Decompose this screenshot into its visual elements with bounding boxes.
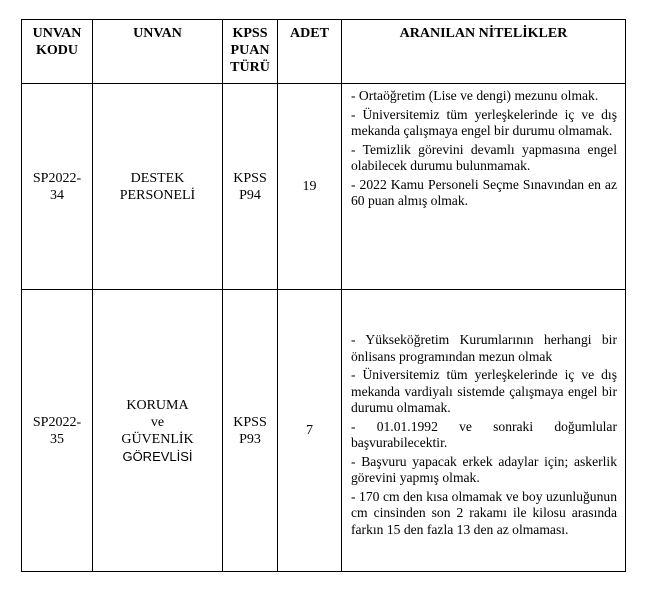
requirement-item: - Yükseköğretim Kurumlarının herhangi bir önlisans programından mezun olmak bbox=[351, 332, 617, 364]
table-row bbox=[22, 84, 626, 290]
requirement-item: - Temizlik görevini devamlı yapmasına engel olabilecek durumu bulunmamak. bbox=[351, 141, 617, 173]
position-code-cell bbox=[22, 290, 93, 572]
header-row bbox=[22, 20, 626, 84]
cell-text: SP2022- bbox=[32, 414, 82, 430]
header-text: TÜRÜ bbox=[230, 60, 270, 75]
position-title-cell bbox=[93, 84, 223, 290]
cell-text: PERSONELİ bbox=[119, 187, 196, 203]
requirements-cell bbox=[342, 290, 626, 572]
count-cell: 7 bbox=[278, 290, 342, 572]
position-title-cell bbox=[93, 290, 223, 572]
requirement-item: - 170 cm den kısa olmamak ve boy uzunluğunun cm cinsinden son 2 rakamı ile kilosu arasında farkın 15 den fazla 13 den az olmaması. bbox=[351, 488, 617, 537]
header-text: KODU bbox=[36, 43, 78, 58]
position-code-cell bbox=[22, 84, 93, 290]
header-kpss-score-type bbox=[223, 20, 278, 84]
header-text: UNVAN bbox=[133, 26, 182, 41]
kpss-score-type-cell bbox=[223, 290, 278, 572]
cell-text: 35 bbox=[50, 431, 64, 447]
header-text: UNVAN bbox=[32, 26, 82, 41]
header-text: PUAN bbox=[230, 43, 270, 58]
header-position-title bbox=[93, 20, 223, 84]
count-cell: 19 bbox=[278, 84, 342, 290]
header-text: ARANILAN NİTELİKLER bbox=[399, 26, 568, 41]
kpss-score-type-cell bbox=[223, 84, 278, 290]
requirement-item: - Başvuru yapacak erkek adaylar için; askerlik görevini yapmış olmak. bbox=[351, 453, 617, 485]
cell-text: P93 bbox=[239, 431, 261, 447]
requirement-item: - Üniversitemiz tüm yerleşkelerinde iç ve dış mekanda vardiyalı sistemde çalışmaya engel bir durumu olmamak. bbox=[351, 367, 617, 415]
cell-text: DESTEK bbox=[130, 170, 185, 186]
header-count bbox=[278, 20, 342, 84]
header-text: ADET bbox=[290, 26, 329, 41]
requirement-item: - Üniversitemiz tüm yerleşkelerinde iç ve dış mekanda çalışmaya engel bir durumu olmamak. bbox=[351, 106, 617, 138]
table-row bbox=[22, 290, 626, 572]
requirement-item: - Ortaöğretim (Lise ve dengi) mezunu olmak. bbox=[351, 88, 599, 103]
cell-text: GÜVENLİK bbox=[121, 431, 194, 447]
cell-text: 34 bbox=[50, 187, 64, 203]
requirements-cell bbox=[342, 84, 626, 290]
header-position-code bbox=[22, 20, 93, 84]
cell-text: KPSS bbox=[233, 170, 267, 186]
cell-text: P94 bbox=[239, 187, 261, 203]
position-requirements-table bbox=[21, 19, 626, 572]
requirement-item: - 2022 Kamu Personeli Seçme Sınavından en az 60 puan almış olmak. bbox=[351, 176, 617, 208]
cell-text: ve bbox=[150, 414, 165, 430]
cell-text: KPSS bbox=[233, 414, 267, 430]
cell-text: KORUMA bbox=[126, 397, 189, 413]
header-text: KPSS bbox=[232, 26, 268, 41]
requirement-item: - 01.01.1992 ve sonraki doğumlular başvurabilecektir. bbox=[351, 418, 617, 450]
cell-text: SP2022- bbox=[32, 170, 82, 186]
header-requirements bbox=[342, 20, 626, 84]
cell-text: GÖREVLİSİ bbox=[122, 448, 193, 464]
